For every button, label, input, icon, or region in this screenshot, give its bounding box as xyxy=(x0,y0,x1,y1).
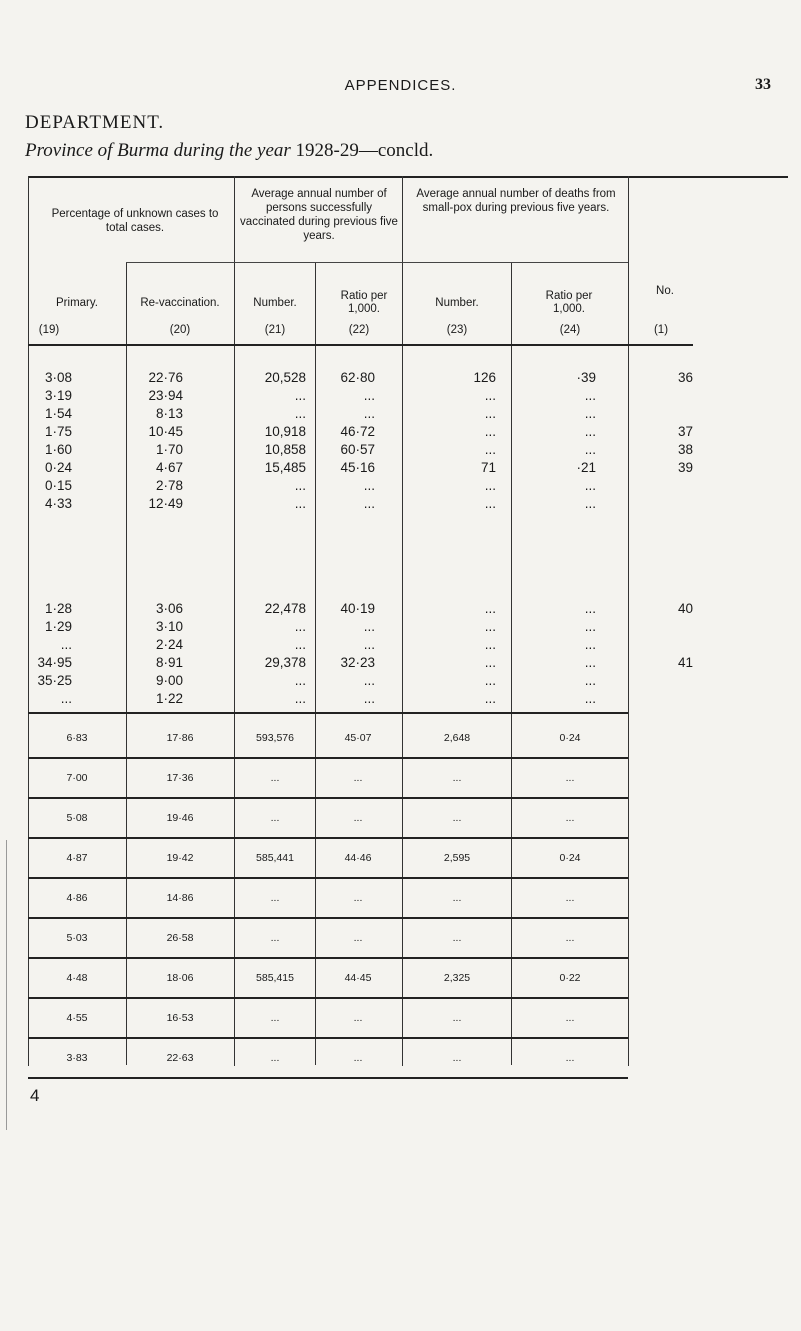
summary-deaths-number-cell: ... xyxy=(452,772,462,784)
summary-deaths-number-cell: ... xyxy=(452,1052,462,1064)
summary-vaccinated-number-cell: ... xyxy=(270,892,280,904)
column-number: (24) xyxy=(559,324,581,336)
revaccination-cell: 2·24 xyxy=(155,637,183,652)
vaccinated-number-cell: 29,378 xyxy=(264,655,306,670)
vaccinated-ratio-cell: 32·23 xyxy=(340,655,375,670)
primary-cell: 1·75 xyxy=(44,424,72,439)
primary-cell: 1·54 xyxy=(44,406,72,421)
summary-deaths-number-cell: 2,595 xyxy=(443,852,471,864)
vaccinated-ratio-cell: ... xyxy=(363,496,375,511)
summary-vaccinated-ratio-cell: 44·46 xyxy=(344,852,372,864)
vaccinated-ratio-cell: 45·16 xyxy=(340,460,375,475)
deaths-number-cell: ... xyxy=(484,478,496,493)
deaths-ratio-cell: ... xyxy=(584,619,596,634)
summary-vaccinated-ratio-cell: ... xyxy=(353,772,363,784)
subheader-primary: Primary. xyxy=(56,297,98,309)
summary-revaccination-cell: 26·58 xyxy=(166,932,194,944)
vaccinated-number-cell: ... xyxy=(294,406,306,421)
summary-vaccinated-ratio-cell: ... xyxy=(353,1012,363,1024)
vaccinated-ratio-cell: ... xyxy=(363,637,375,652)
deaths-ratio-cell: ... xyxy=(584,673,596,688)
summary-primary-cell: 7·00 xyxy=(66,772,88,784)
deaths-ratio-cell: ·39 xyxy=(576,370,596,385)
header-smallpox-deaths: Average annual number of deaths from small-pox during previous five years. xyxy=(416,188,616,214)
summary-deaths-ratio-cell: ... xyxy=(565,1052,575,1064)
summary-row-rule xyxy=(28,917,628,919)
deaths-number-cell: ... xyxy=(484,406,496,421)
primary-cell: 0·15 xyxy=(44,478,72,493)
deaths-ratio-cell: ... xyxy=(584,388,596,403)
running-head: APPENDICES. xyxy=(344,77,457,94)
primary-cell: 1·60 xyxy=(44,442,72,457)
revaccination-cell: 4·67 xyxy=(155,460,183,475)
vaccinated-ratio-cell: 46·72 xyxy=(340,424,375,439)
column-number: (19) xyxy=(38,324,60,336)
no-cell: 37 xyxy=(677,424,693,439)
summary-vaccinated-number-cell: ... xyxy=(270,1052,280,1064)
deaths-number-cell: 71 xyxy=(480,460,496,475)
primary-cell: 4·33 xyxy=(44,496,72,511)
summary-primary-cell: 5·08 xyxy=(66,812,88,824)
summary-row-rule xyxy=(28,877,628,879)
summary-primary-cell: 6·83 xyxy=(66,732,88,744)
summary-primary-cell: 5·03 xyxy=(66,932,88,944)
summary-deaths-ratio-cell: ... xyxy=(565,812,575,824)
summary-row-rule xyxy=(28,1077,628,1079)
left-margin-mark xyxy=(6,840,7,1130)
summary-revaccination-cell: 19·46 xyxy=(166,812,194,824)
vaccinated-ratio-cell: ... xyxy=(363,619,375,634)
deaths-ratio-cell: ... xyxy=(584,478,596,493)
deaths-ratio-cell: ... xyxy=(584,655,596,670)
revaccination-cell: 3·06 xyxy=(155,601,183,616)
subtitle-plain: 1928-29—concld. xyxy=(290,140,434,161)
deaths-number-cell: ... xyxy=(484,619,496,634)
no-cell: 38 xyxy=(677,442,693,457)
summary-row-rule xyxy=(28,957,628,959)
summary-vaccinated-ratio-cell: ... xyxy=(353,892,363,904)
deaths-ratio-cell: ... xyxy=(584,442,596,457)
summary-revaccination-cell: 17·36 xyxy=(166,772,194,784)
revaccination-cell: 1·22 xyxy=(155,691,183,706)
summary-vaccinated-ratio-cell: ... xyxy=(353,1052,363,1064)
vaccinated-number-cell: ... xyxy=(294,637,306,652)
revaccination-cell: 10·45 xyxy=(148,424,183,439)
header-rule xyxy=(126,262,628,263)
primary-cell: 35·25 xyxy=(37,673,72,688)
vaccinated-number-cell: ... xyxy=(294,673,306,688)
vaccinated-number-cell: ... xyxy=(294,388,306,403)
primary-cell: 1·29 xyxy=(44,619,72,634)
vaccinated-number-cell: ... xyxy=(294,691,306,706)
column-number: (20) xyxy=(169,324,191,336)
deaths-number-cell: ... xyxy=(484,496,496,511)
deaths-number-cell: ... xyxy=(484,442,496,457)
summary-vaccinated-ratio-cell: 44·45 xyxy=(344,972,372,984)
vaccinated-number-cell: ... xyxy=(294,496,306,511)
vaccinated-number-cell: ... xyxy=(294,619,306,634)
vaccinated-ratio-cell: ... xyxy=(363,691,375,706)
summary-vaccinated-ratio-cell: ... xyxy=(353,932,363,944)
subheader-number: Number. xyxy=(435,297,479,309)
column-number: (23) xyxy=(446,324,468,336)
deaths-number-cell: ... xyxy=(484,673,496,688)
subtitle-italic: Province of Burma during the year xyxy=(25,140,291,161)
summary-deaths-ratio-cell: 0·22 xyxy=(559,972,581,984)
subheader-ratio: Ratio per 1,000. xyxy=(545,290,593,315)
summary-deaths-number-cell: ... xyxy=(452,812,462,824)
revaccination-cell: 22·76 xyxy=(148,370,183,385)
department-title: DEPARTMENT. xyxy=(25,112,165,133)
vaccinated-number-cell: 22,478 xyxy=(264,601,306,616)
summary-vaccinated-number-cell: ... xyxy=(270,932,280,944)
deaths-ratio-cell: ... xyxy=(584,637,596,652)
column-number: (21) xyxy=(264,324,286,336)
subheader-ratio: Ratio per 1,000. xyxy=(340,290,388,315)
primary-cell: ... xyxy=(60,637,72,652)
summary-vaccinated-number-cell: 585,441 xyxy=(256,852,294,864)
summary-deaths-number-cell: ... xyxy=(452,892,462,904)
deaths-ratio-cell: ... xyxy=(584,424,596,439)
vaccinated-number-cell: 10,858 xyxy=(264,442,306,457)
summary-row-rule xyxy=(28,1037,628,1039)
revaccination-cell: 2·78 xyxy=(155,478,183,493)
summary-revaccination-cell: 22·63 xyxy=(166,1052,194,1064)
vaccinated-number-cell: 15,485 xyxy=(264,460,306,475)
revaccination-cell: 12·49 xyxy=(148,496,183,511)
primary-cell: 34·95 xyxy=(37,655,72,670)
deaths-number-cell: ... xyxy=(484,601,496,616)
summary-deaths-number-cell: ... xyxy=(452,1012,462,1024)
summary-vaccinated-ratio-cell: 45·07 xyxy=(344,732,372,744)
summary-revaccination-cell: 17·86 xyxy=(166,732,194,744)
vaccinated-number-cell: ... xyxy=(294,478,306,493)
primary-cell: 1·28 xyxy=(44,601,72,616)
deaths-ratio-cell: ... xyxy=(584,601,596,616)
summary-revaccination-cell: 19·42 xyxy=(166,852,194,864)
vaccinated-ratio-cell: ... xyxy=(363,406,375,421)
summary-deaths-ratio-cell: ... xyxy=(565,772,575,784)
revaccination-cell: 9·00 xyxy=(155,673,183,688)
summary-deaths-number-cell: 2,648 xyxy=(443,732,471,744)
vaccinated-number-cell: 20,528 xyxy=(264,370,306,385)
summary-deaths-number-cell: ... xyxy=(452,932,462,944)
primary-cell: 3·19 xyxy=(44,388,72,403)
summary-top-rule xyxy=(28,712,628,714)
deaths-number-cell: ... xyxy=(484,691,496,706)
header-vaccinated: Average annual number of persons successfully vaccinated during previous five years. xyxy=(240,188,398,242)
deaths-ratio-cell: ·21 xyxy=(576,460,596,475)
table-top-rule xyxy=(28,176,788,178)
subheader-number: Number. xyxy=(253,297,297,309)
vaccinated-ratio-cell: 60·57 xyxy=(340,442,375,457)
deaths-number-cell: ... xyxy=(484,388,496,403)
summary-row-rule xyxy=(28,837,628,839)
deaths-number-cell: ... xyxy=(484,655,496,670)
summary-row-rule xyxy=(28,797,628,799)
summary-row-rule xyxy=(28,997,628,999)
vaccinated-ratio-cell: ... xyxy=(363,388,375,403)
column-number: (1) xyxy=(653,324,669,336)
vaccinated-number-cell: 10,918 xyxy=(264,424,306,439)
no-cell: 41 xyxy=(677,655,693,670)
column-divider xyxy=(511,262,512,1065)
no-cell: 39 xyxy=(677,460,693,475)
summary-deaths-ratio-cell: ... xyxy=(565,1012,575,1024)
summary-deaths-ratio-cell: ... xyxy=(565,892,575,904)
summary-deaths-ratio-cell: ... xyxy=(565,932,575,944)
header-no: No. xyxy=(656,285,674,297)
vaccinated-ratio-cell: 40·19 xyxy=(340,601,375,616)
summary-revaccination-cell: 14·86 xyxy=(166,892,194,904)
summary-vaccinated-number-cell: 593,576 xyxy=(256,732,294,744)
vaccinated-ratio-cell: ... xyxy=(363,478,375,493)
summary-primary-cell: 3·83 xyxy=(66,1052,88,1064)
deaths-number-cell: ... xyxy=(484,637,496,652)
vaccinated-ratio-cell: 62·80 xyxy=(340,370,375,385)
table-subtitle xyxy=(25,140,433,162)
no-cell: 40 xyxy=(677,601,693,616)
revaccination-cell: 23·94 xyxy=(148,388,183,403)
summary-primary-cell: 4·86 xyxy=(66,892,88,904)
deaths-ratio-cell: ... xyxy=(584,406,596,421)
deaths-number-cell: ... xyxy=(484,424,496,439)
header-unknown-cases: Percentage of unknown cases to total cases. xyxy=(51,208,219,234)
subheader-revaccination: Re-vaccination. xyxy=(140,297,220,309)
summary-primary-cell: 4·87 xyxy=(66,852,88,864)
summary-vaccinated-number-cell: 585,415 xyxy=(256,972,294,984)
revaccination-cell: 3·10 xyxy=(155,619,183,634)
revaccination-cell: 1·70 xyxy=(155,442,183,457)
summary-vaccinated-number-cell: ... xyxy=(270,812,280,824)
summary-deaths-number-cell: 2,325 xyxy=(443,972,471,984)
deaths-ratio-cell: ... xyxy=(584,691,596,706)
primary-cell: ... xyxy=(60,691,72,706)
summary-vaccinated-number-cell: ... xyxy=(270,772,280,784)
column-number: (22) xyxy=(348,324,370,336)
summary-vaccinated-number-cell: ... xyxy=(270,1012,280,1024)
footer-page-marker: 4 xyxy=(30,1086,40,1105)
summary-revaccination-cell: 18·06 xyxy=(166,972,194,984)
summary-deaths-ratio-cell: 0·24 xyxy=(559,852,581,864)
header-bottom-rule xyxy=(28,344,693,346)
vaccinated-ratio-cell: ... xyxy=(363,673,375,688)
summary-vaccinated-ratio-cell: ... xyxy=(353,812,363,824)
deaths-number-cell: 126 xyxy=(473,370,496,385)
column-divider xyxy=(628,176,629,1066)
summary-deaths-ratio-cell: 0·24 xyxy=(559,732,581,744)
primary-cell: 0·24 xyxy=(44,460,72,475)
deaths-ratio-cell: ... xyxy=(584,496,596,511)
no-cell: 36 xyxy=(677,370,693,385)
primary-cell: 3·08 xyxy=(44,370,72,385)
revaccination-cell: 8·91 xyxy=(155,655,183,670)
summary-primary-cell: 4·55 xyxy=(66,1012,88,1024)
summary-revaccination-cell: 16·53 xyxy=(166,1012,194,1024)
summary-primary-cell: 4·48 xyxy=(66,972,88,984)
revaccination-cell: 8·13 xyxy=(155,406,183,421)
page-number: 33 xyxy=(755,76,771,93)
summary-row-rule xyxy=(28,757,628,759)
